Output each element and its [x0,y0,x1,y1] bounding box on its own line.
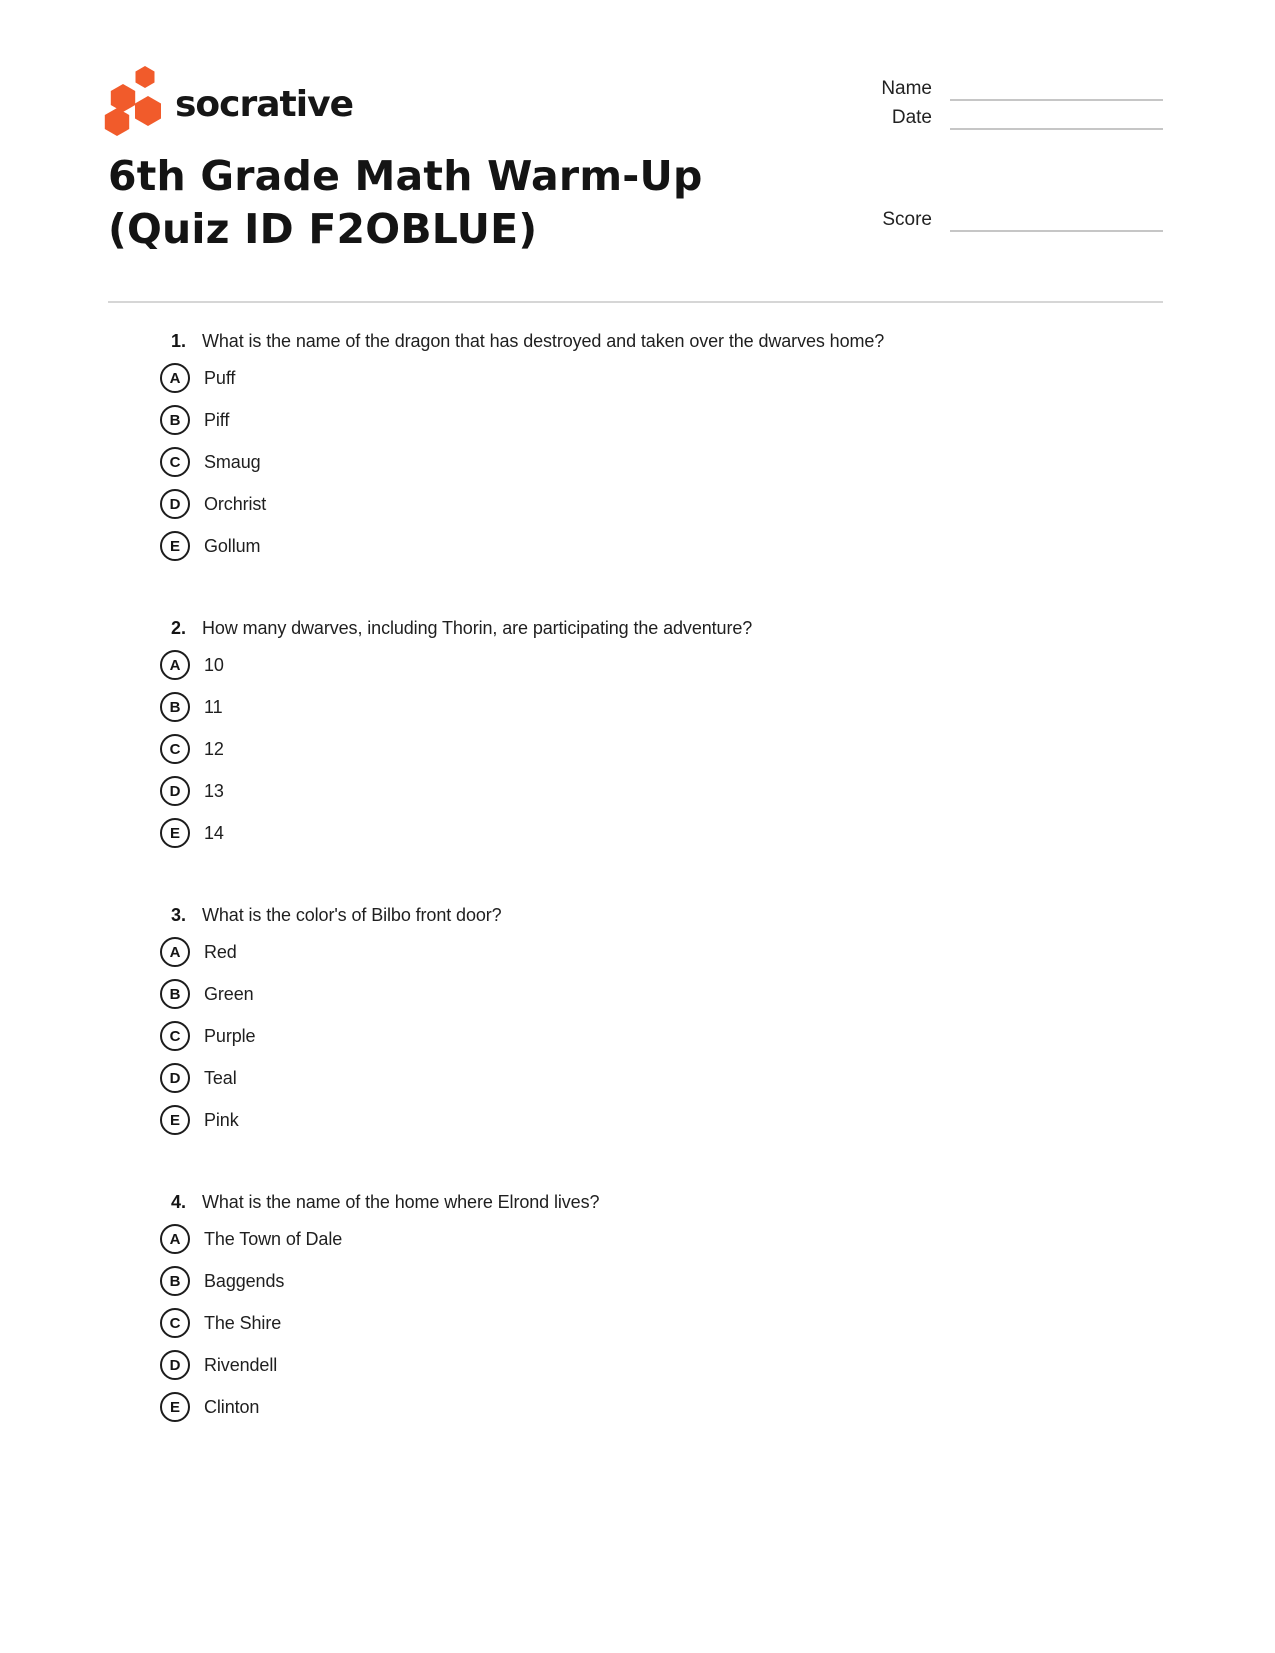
question-text: What is the color's of Bilbo front door? [202,905,502,925]
option-letter-bubble: C [160,1021,190,1051]
option-letter-bubble: E [160,818,190,848]
score-field-row [873,206,1163,232]
option-letter-bubble: B [160,405,190,435]
answer-option [160,937,1170,967]
answer-option [160,1224,1170,1254]
answer-option [160,1350,1170,1380]
question-header [160,1191,1170,1213]
option-text: 13 [204,780,224,801]
option-text: 12 [204,738,224,759]
question [160,617,1170,848]
answer-option [160,776,1170,806]
option-text: Gollum [204,535,261,556]
question-number: 3. [170,905,186,925]
option-text: Green [204,983,254,1004]
score-field [873,206,1163,235]
name-label: Name [881,78,932,99]
question-text: What is the name of the home where Elrond lives? [202,1192,600,1212]
option-text: Teal [204,1067,237,1088]
name-field-row [873,75,1163,101]
answer-option [160,734,1170,764]
option-text: Purple [204,1025,256,1046]
answer-option [160,405,1170,435]
option-letter-bubble: E [160,1392,190,1422]
option-letter-bubble: C [160,1308,190,1338]
option-text: Puff [204,367,236,388]
date-blank-line [950,106,1163,130]
option-letter-bubble: C [160,734,190,764]
answer-option [160,363,1170,393]
question-header [160,904,1170,926]
question-text: How many dwarves, including Thorin, are participating the adventure? [202,618,753,638]
option-letter-bubble: A [160,937,190,967]
question-number: 4. [170,1192,186,1212]
option-text: Smaug [204,451,261,472]
question-number: 2. [170,618,186,638]
option-text: Red [204,941,237,962]
question [160,1191,1170,1422]
option-letter-bubble: D [160,776,190,806]
option-letter-bubble: D [160,1063,190,1093]
option-text: Rivendell [204,1354,278,1375]
answer-option [160,1392,1170,1422]
questions [160,330,1170,1478]
question [160,330,1170,561]
option-letter-bubble: E [160,531,190,561]
option-text: 11 [204,696,223,717]
answer-option [160,692,1170,722]
score-blank-line [950,208,1163,232]
socrative-hexagons-icon [103,64,165,138]
question-header [160,330,1170,352]
answer-option [160,1105,1170,1135]
option-text: Baggends [204,1270,285,1291]
option-letter-bubble: E [160,1105,190,1135]
option-text: Pink [204,1109,239,1130]
option-text: 14 [204,822,224,843]
quiz-title: 6th Grade Math Warm-Up (Quiz ID F2OBLUE) [108,152,703,253]
option-text: 10 [204,654,224,675]
answer-option [160,447,1170,477]
option-letter-bubble: A [160,363,190,393]
answer-option [160,979,1170,1009]
name-date-fields [873,75,1163,133]
answer-option [160,818,1170,848]
date-label: Date [891,107,932,128]
option-letter-bubble: B [160,692,190,722]
answer-option [160,1266,1170,1296]
score-label: Score [882,209,932,230]
option-letter-bubble: B [160,1266,190,1296]
date-field-row [873,104,1163,130]
option-text: Piff [204,409,230,430]
header-divider [108,301,1163,303]
question-header [160,617,1170,639]
option-text: Clinton [204,1396,260,1417]
answer-option [160,531,1170,561]
question-number: 1. [170,331,186,351]
option-letter-bubble: A [160,650,190,680]
option-letter-bubble: C [160,447,190,477]
answer-option [160,1308,1170,1338]
answer-option [160,650,1170,680]
option-letter-bubble: B [160,979,190,1009]
socrative-wordmark: socrative [175,83,353,125]
question-text: What is the name of the dragon that has destroyed and taken over the dwarves home? [202,331,885,351]
socrative-logo [103,64,353,138]
option-text: The Town of Dale [204,1228,343,1249]
answer-option [160,1021,1170,1051]
name-blank-line [950,77,1163,101]
question [160,904,1170,1135]
option-letter-bubble: D [160,1350,190,1380]
answer-option [160,1063,1170,1093]
option-letter-bubble: A [160,1224,190,1254]
answer-option [160,489,1170,519]
option-text: Orchrist [204,493,267,514]
option-letter-bubble: D [160,489,190,519]
option-text: The Shire [204,1312,282,1333]
